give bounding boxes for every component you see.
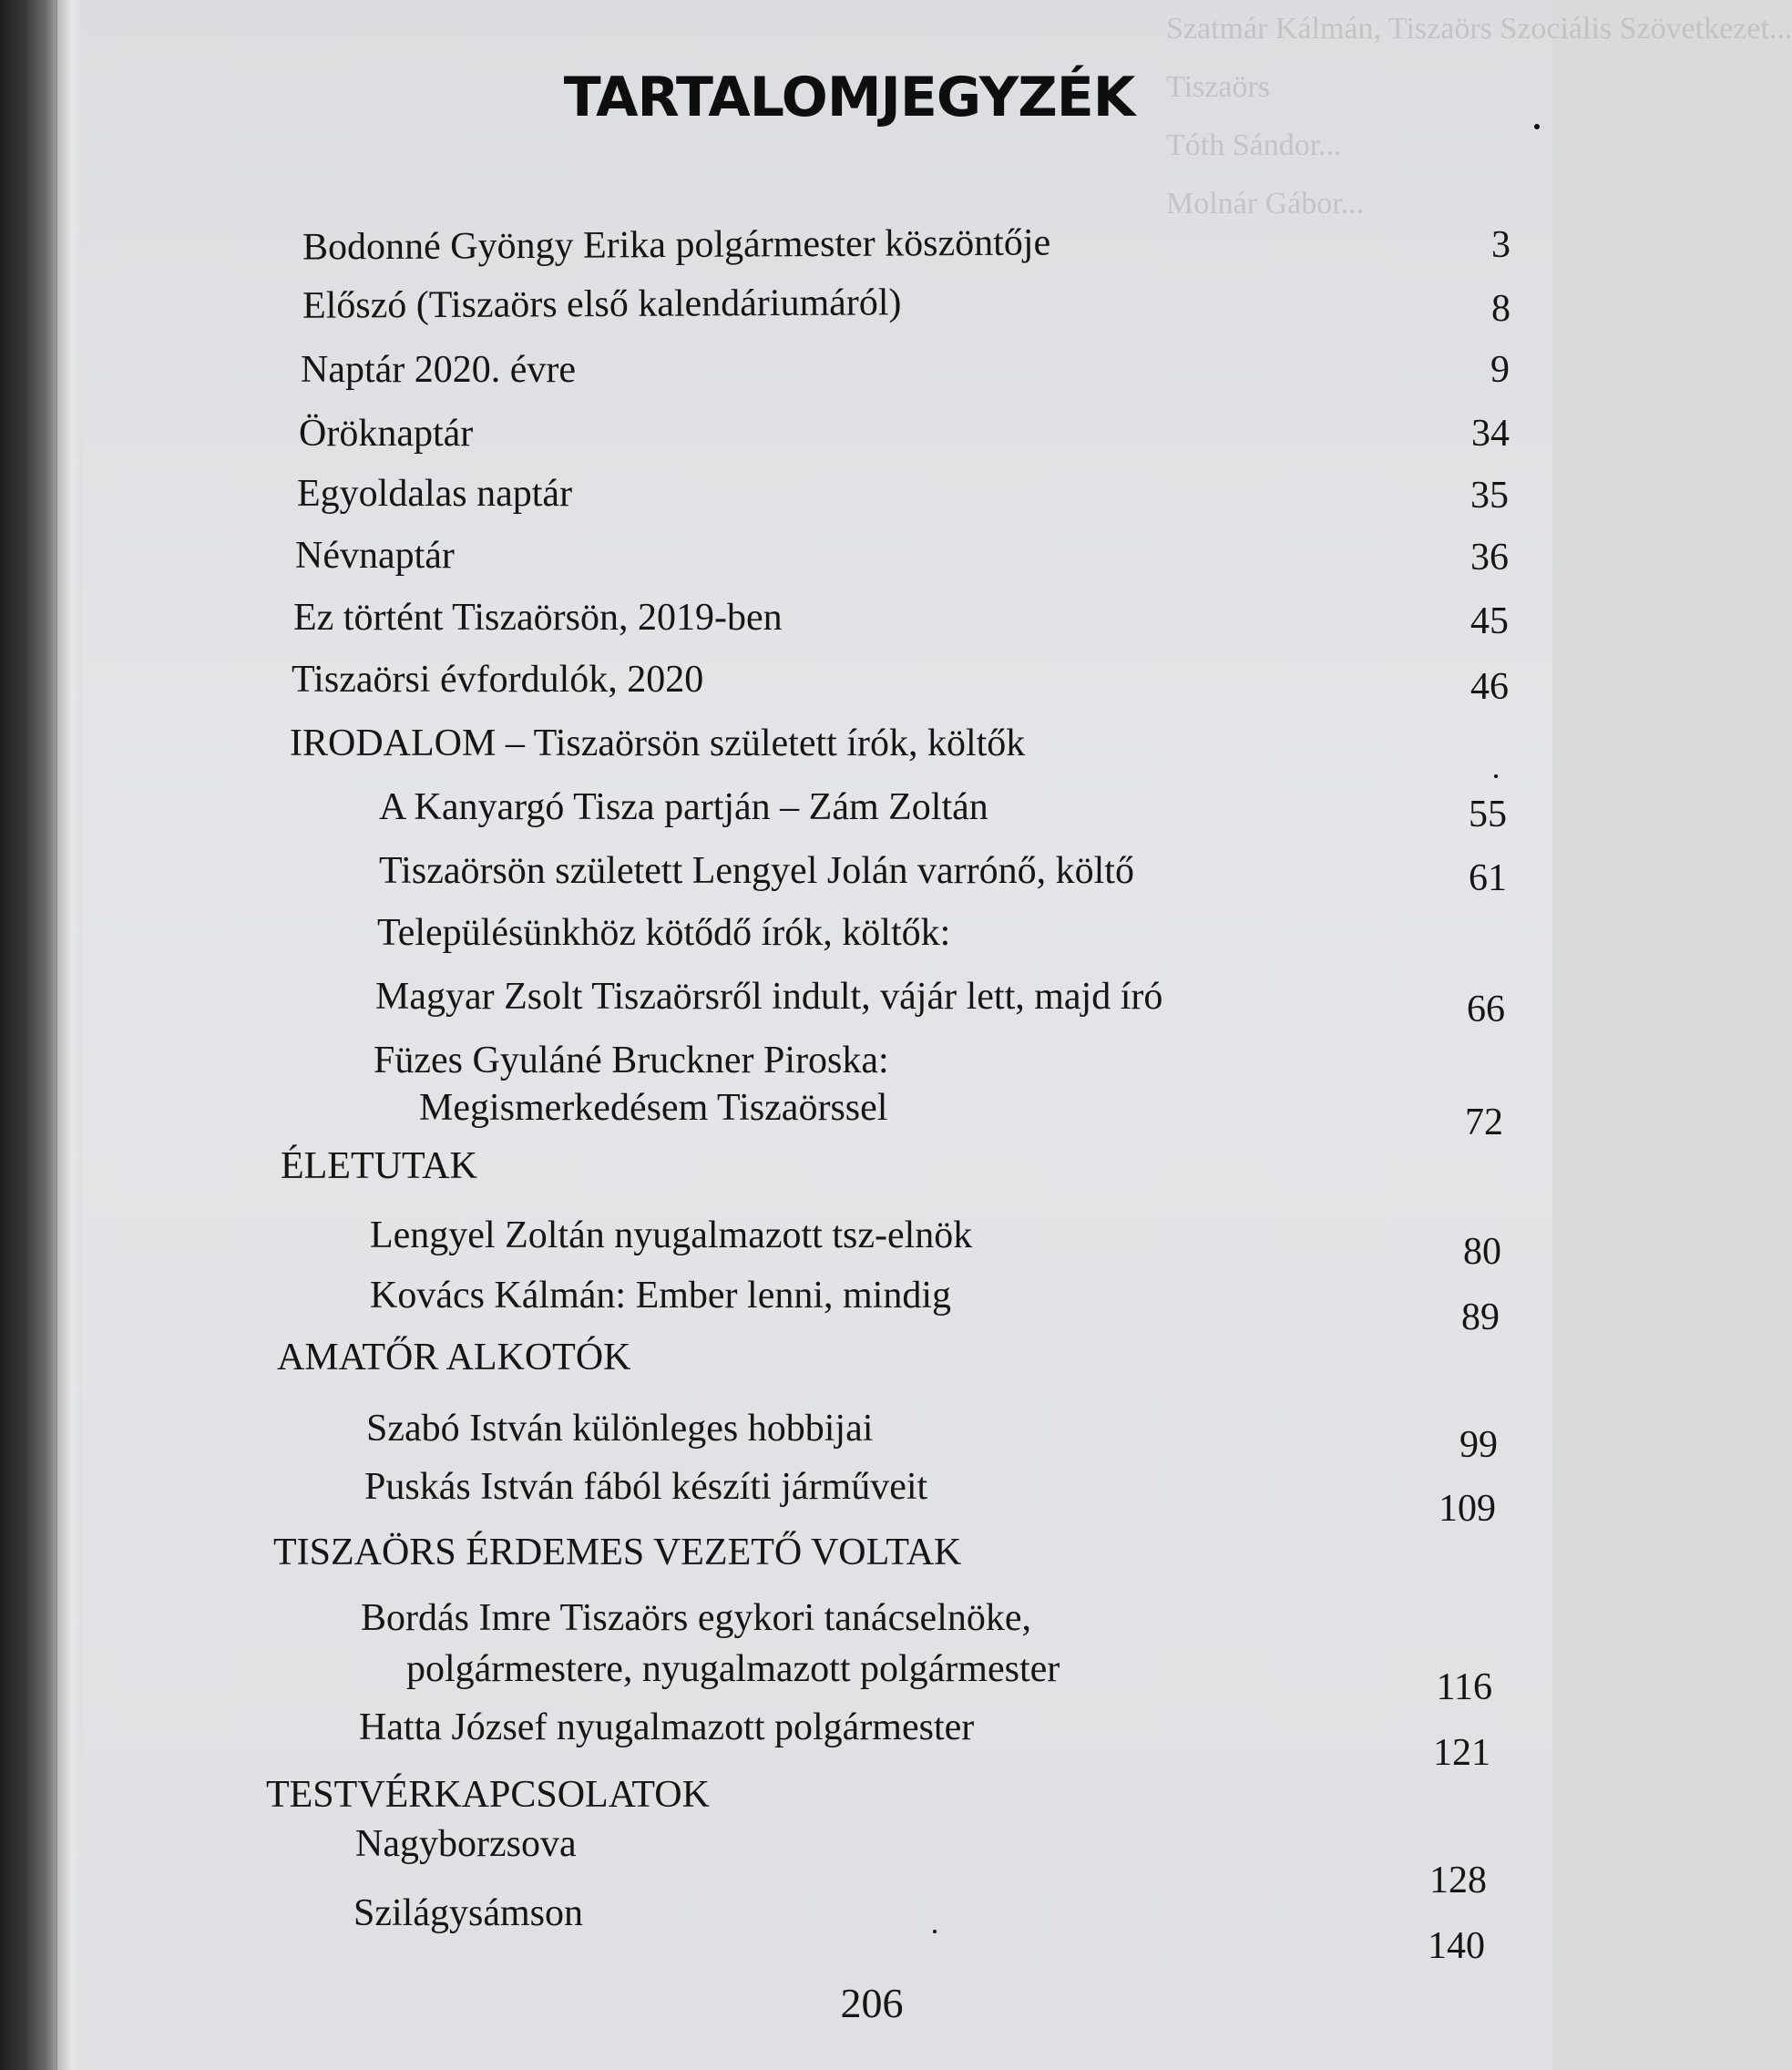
toc-entry-page: 9 (1490, 349, 1510, 391)
page-number: 206 (840, 1980, 904, 2026)
toc-entry-page: 45 (1470, 600, 1509, 642)
speck (1494, 774, 1498, 778)
show-through-line: Tiszaörs (1166, 70, 1270, 104)
toc-entry-page: 35 (1470, 475, 1509, 517)
show-through-line: Molnár Gábor... (1166, 187, 1365, 220)
toc-entry-label: Puskás István fából készíti járműveit (364, 1466, 928, 1508)
toc-entry-page: 72 (1465, 1102, 1503, 1143)
toc-entry-label: Nagyborzsova (355, 1823, 577, 1865)
toc-entry-page: 66 (1467, 989, 1505, 1030)
toc-entry-label: Szabó István különleges hobbijai (366, 1408, 874, 1450)
toc-entry-page: 3 (1491, 224, 1510, 266)
speck (933, 1930, 937, 1933)
toc-section-heading: TESTVÉRKAPCSOLATOK (266, 1774, 710, 1816)
speck (1534, 124, 1540, 129)
toc-entry-page: 80 (1463, 1231, 1501, 1273)
toc-section-heading: AMATŐR ALKOTÓK (277, 1337, 631, 1378)
toc-entry-label: Előszó (Tiszaörs első kalendáriumáról) (302, 282, 902, 327)
toc-entry-label: Öröknaptár (299, 413, 474, 455)
toc-entry-page: 46 (1470, 666, 1509, 708)
toc-entry-page: 116 (1436, 1666, 1492, 1708)
toc-entry-page: 36 (1470, 537, 1509, 579)
toc-entry-page: 55 (1469, 794, 1507, 835)
toc-entry-page: 8 (1491, 288, 1510, 330)
toc-entry-label: Tiszaörsön született Lengyel Jolán varrónő, költő (379, 850, 1134, 892)
page-title: TARTALOMJEGYZÉK (563, 66, 1135, 129)
toc-entry-label: Tiszaörsi évfordulók, 2020 (292, 659, 704, 701)
toc-entry-label: Bodonné Gyöngy Erika polgármester köszöntője (302, 221, 1051, 269)
toc-entry-label: Településünkhöz kötődő írók, költők: (377, 912, 951, 954)
show-through-line: Tóth Sándor... (1166, 128, 1342, 162)
toc-entry-label: Lengyel Zoltán nyugalmazott tsz-elnök (370, 1214, 973, 1256)
toc-section-heading: ÉLETUTAK (281, 1145, 477, 1187)
toc-entry-page: 99 (1459, 1424, 1498, 1466)
toc-entry-label: Hatta József nyugalmazott polgármester (359, 1706, 975, 1748)
toc-entry-page: 140 (1428, 1925, 1485, 1967)
toc-section-heading: TISZAÖRS ÉRDEMES VEZETŐ VOLTAK (273, 1532, 962, 1573)
toc-entry-label: Névnaptár (295, 535, 455, 577)
toc-entry-page: 128 (1429, 1860, 1487, 1901)
toc-entry-label: Szilágysámson (353, 1892, 583, 1934)
toc-entry-label: Magyar Zsolt Tiszaörsről indult, vájár lett, majd író (375, 976, 1163, 1018)
toc-entry-label: polgármestere, nyugalmazott polgármester (406, 1648, 1060, 1690)
toc-entry-page: 109 (1439, 1488, 1496, 1530)
toc-entry-label: A Kanyargó Tisza partján – Zám Zoltán (379, 786, 988, 828)
toc-entry-label: Egyoldalas naptár (297, 473, 573, 515)
toc-entry-page: 34 (1471, 413, 1510, 455)
toc-entry-label: Kovács Kálmán: Ember lenni, mindig (370, 1275, 952, 1317)
toc-entry-label: Bordás Imre Tiszaörs egykori tanácselnöke, (361, 1597, 1032, 1639)
toc-entry-label: Ez történt Tiszaörsön, 2019-ben (293, 597, 783, 639)
toc-entry-label: Megismerkedésem Tiszaörssel (419, 1087, 888, 1129)
toc-entry-page: 61 (1469, 857, 1507, 899)
toc-section-heading: IRODALOM – Tiszaörsön született írók, költők (290, 722, 1026, 764)
toc-entry-label: Naptár 2020. évre (301, 349, 577, 391)
show-through-line: Szatmár Kálmán, Tiszaörs Szociális Szövetkezet... (1166, 12, 1792, 46)
toc-entry-page: 121 (1433, 1732, 1490, 1774)
toc-entry-label: Füzes Gyuláné Bruckner Piroska: (374, 1040, 889, 1081)
toc-entry-page: 89 (1461, 1296, 1500, 1338)
